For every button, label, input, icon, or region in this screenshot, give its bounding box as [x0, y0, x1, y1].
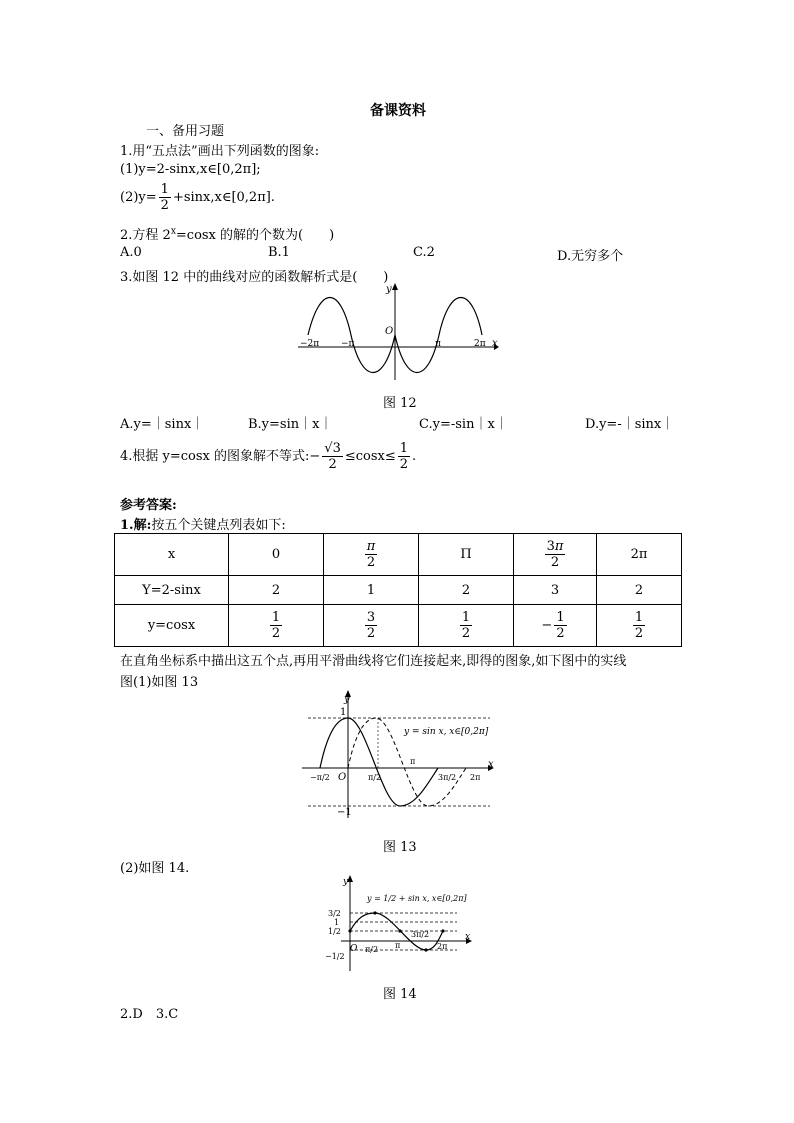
- table-cell: $\frac{1}{2}$: [597, 605, 682, 647]
- answer-1-intro: [120, 514, 286, 533]
- fig14-point: [373, 911, 376, 914]
- q2-option-b: B.1: [268, 245, 290, 260]
- fig13-tick-3half-pi: 3π/2: [438, 773, 457, 782]
- table-row: [115, 534, 682, 576]
- fig13-tick-neg-half-pi: −π/2: [310, 773, 330, 782]
- table-cell: Π: [419, 534, 514, 576]
- table-cell: $\frac{1}{2}$: [419, 605, 514, 647]
- q4-end: .: [412, 449, 417, 464]
- fig13-tick-pi: π: [410, 757, 416, 766]
- fig14-xtick-2pi: 2π: [437, 942, 448, 951]
- q2-option-c: C.2: [413, 245, 435, 260]
- q3-option-d: D.y=-｜sinx｜: [585, 417, 675, 432]
- q2-option-d: D.无穷多个: [557, 249, 624, 264]
- fig13-origin: O: [338, 772, 347, 783]
- question-2: [120, 224, 334, 243]
- fig14-ytick-1: 1: [334, 918, 340, 927]
- table-cell: − $\frac{1}{2}$: [514, 605, 597, 647]
- fig14-origin: O: [350, 944, 358, 954]
- q1p2-fraction: [159, 182, 171, 213]
- fig13-y-top: 1: [340, 707, 347, 718]
- fig12-tick-pi: π: [435, 339, 441, 349]
- q4-f2-num: 1: [399, 441, 409, 456]
- table-cell: Y=2-sinx: [115, 576, 229, 605]
- q4-f2-den: 2: [399, 457, 409, 472]
- figure-12: [290, 280, 500, 385]
- fig13-caption: 图 13: [383, 840, 417, 855]
- table-cell: $\frac{1}{2}$: [229, 605, 324, 647]
- fig14-ytick-3half: 3/2: [328, 909, 341, 918]
- answer-1-text: 按五个关键点列表如下:: [151, 518, 286, 533]
- fig14-xtick-pi: π: [395, 941, 401, 950]
- q4-f1-den: 2: [328, 457, 337, 472]
- fig14-curve-label: y = 1/2 + sin x, x∈[0,2π]: [367, 894, 467, 903]
- fig14-y-label: y: [343, 877, 349, 887]
- q4-mid: ≤cosx≤: [344, 449, 396, 464]
- table-cell: $\frac{\pi}{2}$: [324, 534, 419, 576]
- q2-pre: 2.方程 2: [120, 228, 171, 243]
- key-points-table: [114, 533, 682, 647]
- q2-post: =cosx 的解的个数为( ): [175, 228, 335, 243]
- fig14-xtick-3half-pi: 3π/2: [411, 930, 430, 939]
- table-cell: $\frac{3\pi}{2}$: [514, 534, 597, 576]
- question-1-part-2: [120, 182, 275, 213]
- fig13-y-label: y: [344, 694, 350, 705]
- q1p2-den: 2: [160, 198, 169, 213]
- fig13-tick-half-pi: π/2: [368, 773, 382, 782]
- q2-option-a: A.0: [120, 245, 142, 260]
- q1p2-suffix: +sinx,x∈[0,2π].: [172, 190, 275, 205]
- q3-option-c: C.y=-sin｜x｜: [419, 417, 508, 432]
- page-title: 备课资料: [370, 103, 426, 119]
- fig12-caption: 图 12: [383, 396, 417, 411]
- figure-14: [325, 873, 475, 973]
- fig14-point: [398, 929, 401, 932]
- fig13-y-bottom: −1: [337, 807, 352, 818]
- fig12-origin: O: [385, 326, 394, 337]
- question-4: [120, 441, 416, 472]
- answers-2-3: 2.D 3.C: [120, 1007, 179, 1022]
- fig14-point: [348, 929, 351, 932]
- question-1: 1.用“五点法”画出下列函数的图象:: [120, 144, 320, 159]
- q2-sup: x: [170, 226, 176, 237]
- fig14-caption: 图 14: [383, 987, 417, 1002]
- fig14-point: [441, 929, 444, 932]
- q1p2-num: 1: [160, 182, 169, 197]
- table-cell: 3: [514, 576, 597, 605]
- table-cell: y=cosx: [115, 605, 229, 647]
- fig14-xtick-half-pi: π/2: [365, 945, 379, 954]
- fig12-y-arrow: [392, 283, 398, 290]
- q3-option-a: A.y=｜sinx｜: [120, 417, 205, 432]
- table-row: [115, 605, 682, 647]
- fig12-tick-2pi: 2π: [474, 339, 486, 349]
- fig14-x-label: x: [465, 932, 471, 942]
- table-row: [115, 576, 682, 605]
- table-cell: 2: [419, 576, 514, 605]
- table-cell: 0: [229, 534, 324, 576]
- answer-paragraph-3: (2)如图 14.: [120, 861, 190, 876]
- table-cell: x: [115, 534, 229, 576]
- table-cell: 2π: [597, 534, 682, 576]
- table-cell: $\frac{3}{2}$: [324, 605, 419, 647]
- fig14-point: [424, 948, 427, 951]
- answer-paragraph-1: 在直角坐标系中描出这五个点,再用平滑曲线将它们连接起来,即得的图象,如下图中的实线: [120, 654, 627, 669]
- fig12-y-label: y: [386, 284, 392, 295]
- answer-1-label: 1.解:: [120, 518, 152, 533]
- answers-heading: 参考答案:: [120, 498, 177, 513]
- fig14-ytick-half: 1/2: [328, 927, 341, 936]
- fig13-tick-2pi: 2π: [470, 773, 481, 782]
- q4-f1-num: √3: [324, 441, 341, 456]
- fig12-x-label: x: [492, 338, 498, 349]
- table-cell: 2: [229, 576, 324, 605]
- fig14-ytick-neg-half: −1/2: [325, 952, 345, 961]
- q3-option-b: B.y=sin｜x｜: [248, 417, 333, 432]
- table-cell: 2: [597, 576, 682, 605]
- fig12-tick-neg2pi: −2π: [300, 339, 320, 349]
- q1p2-prefix: (2)y=: [120, 190, 157, 205]
- q4-pre: 4.根据 y=cosx 的图象解不等式:−: [120, 449, 321, 464]
- table-cell: 1: [324, 576, 419, 605]
- q4-fraction-1: [322, 441, 343, 472]
- question-3: 3.如图 12 中的曲线对应的函数解析式是( ): [120, 270, 389, 285]
- q4-fraction-2: [398, 441, 410, 472]
- fig13-x-label: x: [488, 759, 494, 770]
- section-heading: 一、备用习题: [146, 124, 225, 139]
- fig12-tick-negpi: −π: [341, 339, 355, 349]
- question-1-part-1: (1)y=2-sinx,x∈[0,2π];: [120, 162, 261, 177]
- figure-13: [300, 688, 500, 823]
- answer-paragraph-2: 图(1)如图 13: [120, 675, 199, 690]
- fig13-curve-label: y = sin x, x∈[0,2π]: [404, 727, 489, 737]
